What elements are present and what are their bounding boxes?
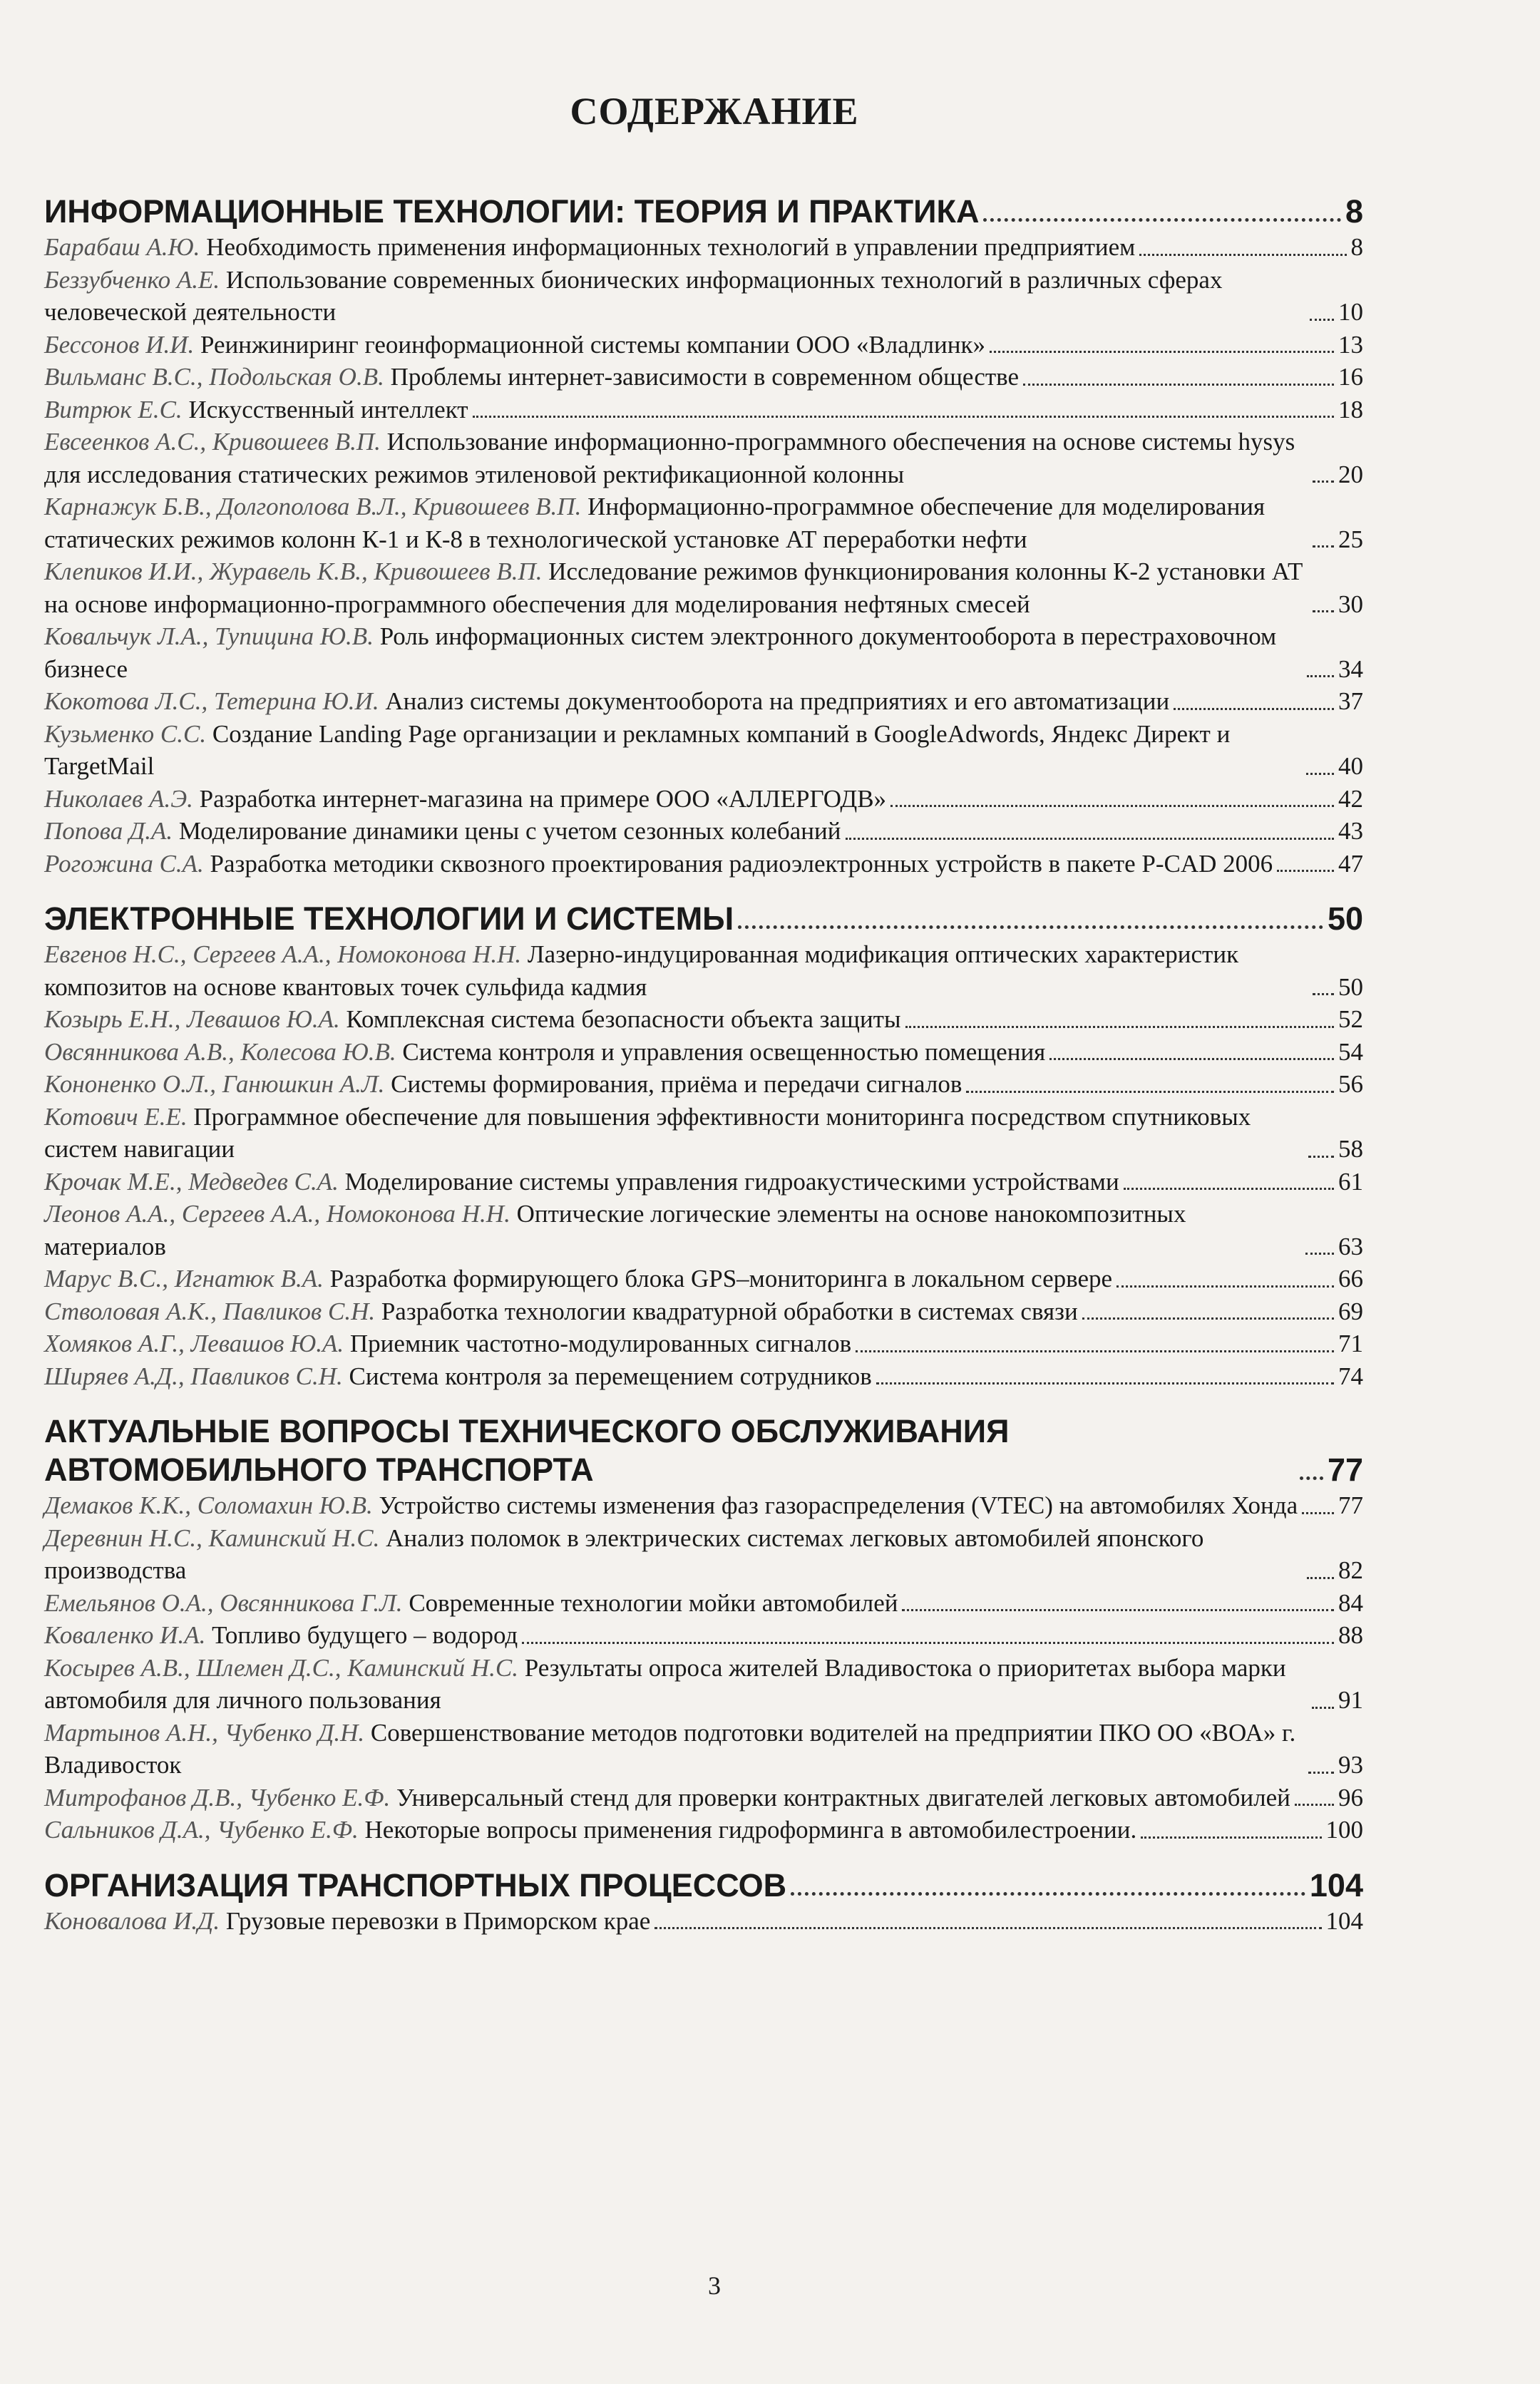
entry-authors: Овсянникова А.В., Колесова Ю.В. (44, 1037, 396, 1066)
entry-text (44, 394, 468, 426)
dot-leader (1174, 708, 1334, 710)
toc-section (44, 192, 1363, 880)
entry-authors: Кузьменко С.С. (44, 719, 207, 748)
entry-authors: Демаков К.К., Соломахин Ю.В. (44, 1491, 373, 1519)
section-heading-text: ИНФОРМАЦИОННЫЕ ТЕХНОЛОГИИ: ТЕОРИЯ И ПРАКТИКА (44, 193, 980, 230)
entry-title: Информационно-программное обеспечение для моделирования статических режимов колонн К-1 и К-8 в технологической установке АТ переработки нефти (44, 493, 1266, 553)
dot-leader (1313, 610, 1334, 612)
toc-section (44, 900, 1363, 1392)
entry-page-number: 47 (1338, 849, 1363, 878)
entry-text (44, 685, 1169, 718)
entry-page-number: 61 (1338, 1167, 1363, 1196)
entry-title: Необходимость применения информационных технологий в управлении предприятием (206, 233, 1136, 261)
entry-authors: Мартынов А.Н., Чубенко Д.Н. (44, 1718, 365, 1747)
entry-authors: Вильманс В.С., Подольская О.В. (44, 363, 384, 391)
toc-entry[interactable] (44, 1295, 1363, 1328)
toc-section (44, 1412, 1363, 1846)
section-heading[interactable] (44, 192, 1363, 231)
dot-leader (1300, 1476, 1323, 1480)
entry-text (44, 426, 1308, 490)
entry-text (44, 848, 1273, 880)
toc-entry[interactable] (44, 555, 1363, 620)
entry-authors: Коваленко И.А. (44, 1621, 206, 1649)
dot-leader (905, 1026, 1335, 1028)
dot-leader (1023, 384, 1334, 386)
dot-leader (1082, 1317, 1334, 1320)
dot-leader (654, 1927, 1321, 1929)
toc-entry[interactable] (44, 1166, 1363, 1198)
dot-leader (902, 1609, 1334, 1611)
entry-page-number: 52 (1338, 1005, 1363, 1033)
entry-page-number: 37 (1338, 687, 1363, 715)
section-page-number: 8 (1345, 193, 1363, 230)
entry-title: Совершенствование методов подготовки водителей на предприятии ПКО ОО «ВОА» г. Владивосток (44, 1718, 1296, 1779)
dot-leader (1139, 254, 1346, 256)
entry-page-number: 74 (1338, 1362, 1363, 1390)
entry-page-number: 42 (1338, 784, 1363, 813)
entry-authors: Марус В.С., Игнатюк В.А. (44, 1265, 324, 1293)
entry-text (44, 1068, 962, 1101)
entry-page-number: 77 (1338, 1491, 1363, 1519)
entry-text (44, 1814, 1136, 1846)
dot-leader (1312, 1707, 1334, 1709)
toc-entry[interactable] (44, 685, 1363, 718)
dot-leader (1308, 1156, 1334, 1158)
toc-entry[interactable] (44, 848, 1363, 880)
entry-title: Разработка технологии квадратурной обработки в системах связи (381, 1297, 1078, 1325)
section-heading-text: АКТУАЛЬНЫЕ ВОПРОСЫ ТЕХНИЧЕСКОГО ОБСЛУЖИВАНИЯ АВТОМОБИЛЬНОГО ТРАНСПОРТА (44, 1413, 1018, 1488)
entry-page-number: 56 (1338, 1070, 1363, 1098)
toc-entry[interactable] (44, 1003, 1363, 1036)
page-title: СОДЕРЖАНИЕ (570, 90, 859, 133)
entry-title: Моделирование динамики цены с учетом сезонных колебаний (178, 817, 841, 845)
dot-leader (1313, 481, 1334, 483)
entry-authors: Беззубченко А.Е. (44, 265, 220, 294)
entry-page-number: 50 (1338, 972, 1363, 1001)
dot-leader (876, 1382, 1334, 1384)
entry-page-number: 54 (1338, 1037, 1363, 1066)
entry-text (44, 1522, 1303, 1587)
dot-leader (1277, 870, 1334, 872)
entry-page-number: 30 (1338, 590, 1363, 618)
toc-entry[interactable] (44, 361, 1363, 394)
entry-text (44, 1003, 901, 1036)
section-heading[interactable] (44, 1866, 1363, 1905)
entry-text (44, 361, 1019, 394)
entry-title: Анализ системы документооборота на предприятиях и его автоматизации (385, 687, 1170, 715)
entry-authors: Николаев А.Э. (44, 784, 193, 813)
toc-entry[interactable] (44, 1489, 1363, 1522)
entry-authors: Сальников Д.А., Чубенко Е.Ф. (44, 1816, 359, 1844)
section-page-number: 104 (1309, 1866, 1363, 1903)
entry-text (44, 1198, 1301, 1263)
dot-leader (890, 805, 1334, 807)
dot-leader (1049, 1058, 1334, 1060)
toc-entry[interactable] (44, 620, 1363, 685)
entry-title: Использование информационно-программного обеспечения на основе системы hysys для исследования статических режимов этиленовой ректификационной колонны (44, 428, 1295, 488)
entry-page-number: 104 (1325, 1906, 1363, 1935)
entry-authors: Митрофанов Д.В., Чубенко Е.Ф. (44, 1783, 391, 1812)
entry-authors: Деревнин Н.С., Каминский Н.С. (44, 1524, 380, 1552)
toc-entry[interactable] (44, 1327, 1363, 1360)
entry-page-number: 71 (1338, 1330, 1363, 1357)
entry-title: Оптические логические элементы на основе нанокомпозитных материалов (44, 1200, 1186, 1260)
dot-leader (738, 925, 1323, 929)
section-page-number: 50 (1327, 900, 1363, 937)
entry-authors: Кокотова Л.С., Тетерина Ю.И. (44, 687, 379, 715)
entry-title: Грузовые перевозки в Приморском крае (225, 1906, 651, 1935)
entry-page-number: 34 (1338, 654, 1363, 683)
dot-leader (1295, 1804, 1334, 1806)
entry-text (44, 1905, 650, 1938)
entry-title: Реинжиниринг геоинформационной системы компании ООО «Владлинк» (200, 330, 985, 359)
dot-leader (791, 1892, 1305, 1896)
entry-authors: Барабаш А.Ю. (44, 233, 200, 261)
dot-leader (1310, 319, 1334, 321)
toc-entry[interactable] (44, 490, 1363, 555)
entry-text (44, 1782, 1290, 1814)
entry-title: Некоторые вопросы применения гидроформинга в автомобилестроении. (364, 1816, 1137, 1844)
entry-authors: Попова Д.А. (44, 817, 173, 845)
entry-title: Топливо будущего – водород (212, 1621, 518, 1649)
entry-title: Проблемы интернет-зависимости в современном обществе (390, 363, 1020, 391)
entry-authors: Ширяев А.Д., Павликов С.Н. (44, 1362, 343, 1390)
dot-leader (846, 838, 1334, 840)
dot-leader (990, 351, 1334, 353)
entry-authors: Котович Е.Е. (44, 1102, 188, 1131)
section-heading[interactable] (44, 1412, 1363, 1489)
section-page-number: 77 (1327, 1452, 1363, 1488)
entry-page-number: 63 (1338, 1232, 1363, 1260)
dot-leader (1302, 1512, 1334, 1514)
entry-text (44, 1036, 1045, 1069)
entry-page-number: 100 (1325, 1816, 1363, 1844)
entry-title: Создание Landing Page организации и рекламных компаний в GoogleAdwords, Яндекс Директ и TargetMail (44, 719, 1231, 780)
entry-authors: Козырь Е.Н., Левашов Ю.А. (44, 1005, 340, 1033)
toc-entry[interactable] (44, 1652, 1363, 1717)
entry-title: Устройство системы изменения фаз газораспределения (VTEC) на автомобилях Хонда (379, 1491, 1298, 1519)
toc-entry[interactable] (44, 718, 1363, 783)
entry-text (44, 938, 1308, 1003)
toc-entry[interactable] (44, 1522, 1363, 1587)
entry-text (44, 718, 1302, 783)
toc-page (44, 0, 1385, 2384)
toc-entry[interactable] (44, 1587, 1363, 1620)
entry-title: Использование современных бионических информационных технологий в различных сферах человеческой деятельности (44, 265, 1223, 326)
entry-title: Система контроля за перемещением сотрудников (349, 1362, 872, 1390)
toc-entry[interactable] (44, 783, 1363, 816)
toc-section (44, 1866, 1363, 1938)
entry-authors: Бессонов И.И. (44, 330, 195, 359)
entry-title: Комплексная система безопасности объекта защиты (346, 1005, 901, 1033)
entry-text (44, 620, 1303, 685)
entry-text (44, 264, 1305, 329)
entry-title: Моделирование системы управления гидроакустическими устройствами (344, 1167, 1119, 1196)
entry-title: Роль информационных систем электронного документооборота в перестраховочном бизнесе (44, 622, 1277, 683)
entry-text (44, 555, 1308, 620)
entry-text (44, 329, 985, 361)
entry-page-number: 13 (1338, 330, 1363, 359)
dot-leader (1124, 1188, 1334, 1190)
entry-text (44, 1587, 898, 1620)
entry-text (44, 1263, 1112, 1295)
section-heading-text: ЭЛЕКТРОННЫЕ ТЕХНОЛОГИИ И СИСТЕМЫ (44, 900, 734, 937)
dot-leader (1313, 545, 1334, 548)
entry-page-number: 8 (1350, 233, 1363, 261)
entry-authors: Ковальчук Л.А., Тупицина Ю.В. (44, 622, 374, 650)
entry-authors: Крочак М.Е., Медведев С.А. (44, 1167, 339, 1196)
entry-text (44, 1166, 1119, 1198)
entry-text (44, 783, 886, 816)
entry-title: Исследование режимов функционирования колонны К-2 установки АТ на основе информационно-программного обеспечения для моделирования нефтяных смесей (44, 558, 1303, 618)
toc-entry[interactable] (44, 1717, 1363, 1782)
entry-title: Современные технологии мойки автомобилей (409, 1588, 898, 1617)
entry-page-number: 10 (1338, 298, 1363, 326)
entry-title: Системы формирования, приёма и передачи сигналов (391, 1070, 962, 1098)
entry-text (44, 815, 841, 848)
dot-leader (1308, 1772, 1334, 1774)
toc-entry[interactable] (44, 1036, 1363, 1069)
entry-authors: Коновалова И.Д. (44, 1906, 220, 1935)
dot-leader (966, 1091, 1334, 1093)
dot-leader (1116, 1285, 1334, 1288)
toc-entry[interactable] (44, 1101, 1363, 1166)
entry-page-number: 66 (1338, 1265, 1363, 1293)
entry-title: Универсальный стенд для проверки контрактных двигателей легковых автомобилей (396, 1783, 1290, 1812)
toc-entry[interactable] (44, 1619, 1363, 1652)
entry-authors: Кононенко О.Л., Ганюшкин А.Л. (44, 1070, 385, 1098)
entry-authors: Косырев А.В., Шлемен Д.С., Каминский Н.С. (44, 1653, 518, 1682)
dot-leader (473, 416, 1334, 418)
dot-leader (1305, 1253, 1334, 1255)
entry-authors: Стволовая А.К., Павликов С.Н. (44, 1297, 376, 1325)
entry-text (44, 1489, 1298, 1522)
entry-authors: Витрюк Е.С. (44, 395, 183, 423)
entry-authors: Леонов А.А., Сергеев А.А., Номоконова Н.Н. (44, 1200, 510, 1228)
entry-text (44, 1619, 518, 1652)
toc-entry[interactable] (44, 938, 1363, 1003)
entry-page-number: 84 (1338, 1588, 1363, 1617)
toc-entry[interactable] (44, 394, 1363, 426)
entry-authors: Евсеенков А.С., Кривошеев В.П. (44, 428, 381, 456)
entry-page-number: 16 (1338, 363, 1363, 391)
entry-authors: Хомяков А.Г., Левашов Ю.А. (44, 1330, 344, 1357)
entry-page-number: 91 (1338, 1686, 1363, 1714)
entry-text (44, 231, 1135, 264)
entry-page-number: 88 (1338, 1621, 1363, 1649)
dot-leader (1141, 1836, 1321, 1839)
toc-sections (44, 192, 1363, 1957)
section-heading-text: ОРГАНИЗАЦИЯ ТРАНСПОРТНЫХ ПРОЦЕССОВ (44, 1866, 787, 1903)
dot-leader (1306, 773, 1334, 775)
toc-entry[interactable] (44, 1068, 1363, 1101)
entry-text (44, 1101, 1304, 1166)
entry-title: Лазерно-индуцированная модификация оптических характеристик композитов на основе квантовых точек сульфида кадмия (44, 940, 1239, 1001)
entry-page-number: 96 (1338, 1783, 1363, 1812)
toc-entry[interactable] (44, 1360, 1363, 1393)
entry-authors: Карнажук Б.В., Долгополова В.Л., Кривошеев В.П. (44, 493, 582, 520)
toc-entry[interactable] (44, 1782, 1363, 1814)
dot-leader (1307, 675, 1334, 677)
toc-entry[interactable] (44, 1263, 1363, 1295)
entry-page-number: 18 (1338, 395, 1363, 423)
entry-title: Искусственный интеллект (188, 395, 468, 423)
entry-title: Разработка интернет-магазина на примере ООО «АЛЛЕРГОДВ» (199, 784, 887, 813)
toc-entry[interactable] (44, 1814, 1363, 1846)
entry-page-number: 43 (1338, 817, 1363, 845)
entry-authors: Емельянов О.А., Овсянникова Г.Л. (44, 1588, 403, 1617)
entry-text (44, 1652, 1308, 1717)
entry-text (44, 1327, 851, 1360)
entry-page-number: 20 (1338, 460, 1363, 488)
entry-title: Разработка методики сквозного проектирования радиоэлектронных устройств в пакете P-CAD 2006 (210, 849, 1273, 878)
entry-page-number: 69 (1338, 1297, 1363, 1325)
dot-leader (983, 218, 1341, 222)
entry-page-number: 25 (1338, 525, 1363, 553)
entry-title: Разработка формирующего блока GPS–мониторинга в локальном сервере (329, 1265, 1113, 1293)
toc-entry[interactable] (44, 329, 1363, 361)
entry-title: Программное обеспечение для повышения эффективности мониторинга посредством спутниковых систем навигации (44, 1102, 1251, 1163)
entry-text (44, 490, 1308, 555)
entry-page-number: 82 (1338, 1556, 1363, 1584)
entry-authors: Рогожина С.А. (44, 849, 204, 878)
entry-text (44, 1295, 1078, 1328)
dot-leader (856, 1350, 1334, 1352)
toc-entry[interactable] (44, 1905, 1363, 1938)
entry-page-number: 58 (1338, 1135, 1363, 1163)
entry-text (44, 1360, 872, 1393)
section-heading[interactable] (44, 900, 1363, 938)
entry-authors: Евгенов Н.С., Сергеев А.А., Номоконова Н.Н. (44, 940, 522, 968)
dot-leader (1307, 1577, 1334, 1579)
toc-entry[interactable] (44, 231, 1363, 264)
entry-page-number: 93 (1338, 1751, 1363, 1779)
page-number: 3 (708, 2271, 721, 2300)
entry-title: Анализ поломок в электрических системах легковых автомобилей японского производства (44, 1524, 1204, 1584)
toc-entry[interactable] (44, 1198, 1363, 1263)
toc-entry[interactable] (44, 426, 1363, 490)
dot-leader (1313, 993, 1334, 995)
entry-page-number: 40 (1338, 752, 1363, 780)
entry-title: Результаты опроса жителей Владивостока о приоритетах выбора марки автомобиля для личного пользования (44, 1653, 1286, 1714)
entry-text (44, 1717, 1304, 1782)
toc-entry[interactable] (44, 264, 1363, 329)
entry-title: Приемник частотно-модулированных сигналов (349, 1330, 852, 1357)
toc-entry[interactable] (44, 815, 1363, 848)
dot-leader (522, 1642, 1334, 1644)
entry-title: Система контроля и управления освещенностью помещения (402, 1037, 1046, 1066)
entry-authors: Клепиков И.И., Журавель К.В., Кривошеев В.П. (44, 558, 543, 585)
